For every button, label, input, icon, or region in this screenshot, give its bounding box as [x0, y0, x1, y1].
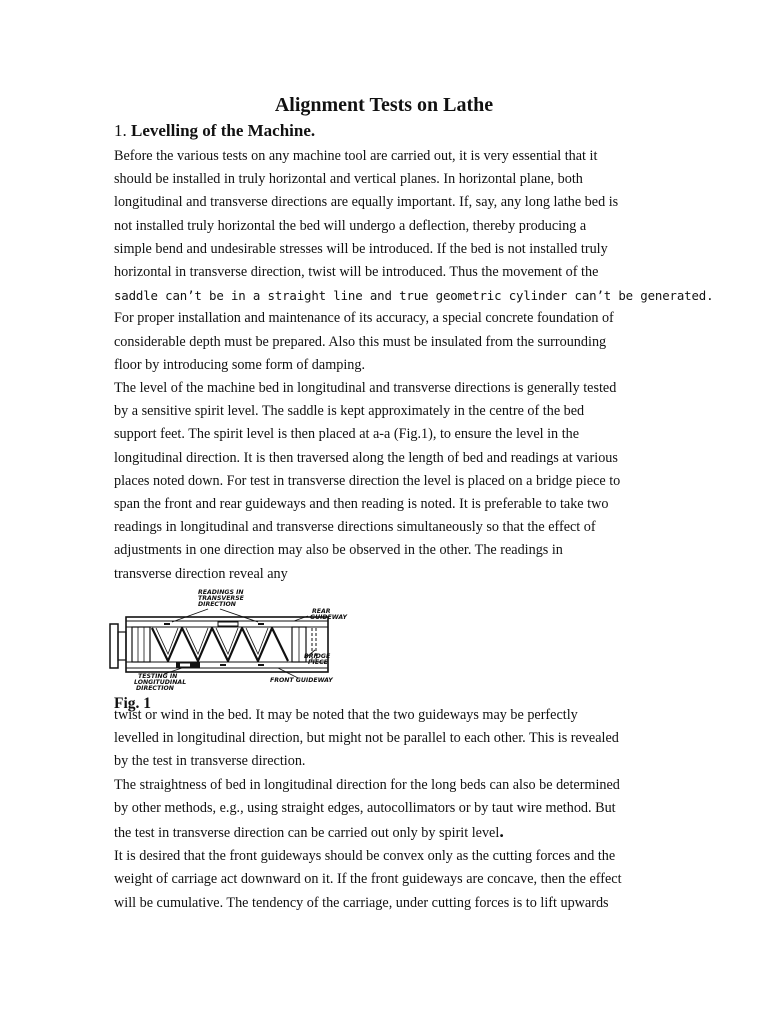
- text-line: the test in transverse direction can be carried out only by spirit level: [114, 825, 500, 842]
- text-line: span the front and rear guideways and then reading is noted. It is preferable to take two: [114, 496, 609, 513]
- bridge-piece-label-2: PIECE: [308, 659, 328, 666]
- text-line: not installed truly horizontal the bed will undergo a deflection, thereby producing a: [114, 217, 587, 234]
- section-title: Levelling of the Machine.: [131, 121, 316, 140]
- sentence-end-mark: .: [499, 821, 504, 842]
- text-line: transverse direction reveal any: [114, 565, 288, 582]
- readings-transverse-label-2: TRANSVERSE: [198, 595, 244, 602]
- body-text-top: [114, 145, 714, 586]
- text-line: will be cumulative. The tendency of the carriage, under cutting forces is to lift upwards: [114, 894, 609, 911]
- text-line: simple bend and undesirable stresses will be introduced. If the bed is not installed truly: [114, 240, 608, 257]
- lathe-bed-outline: [126, 617, 328, 672]
- text-line: saddle can’t be in a straight line and true geometric cylinder can’t be generated.: [114, 288, 714, 304]
- text-line: adjustments in one direction may also be observed in the other. The readings in: [114, 542, 563, 559]
- text-line: by a sensitive spirit level. The saddle is kept approximately in the centre of the bed: [114, 403, 585, 420]
- text-line: support feet. The spirit level is then placed at a-a (Fig.1), to ensure the level in the: [114, 426, 580, 443]
- headstock-end: [110, 624, 118, 668]
- bed-web-ribs: [152, 628, 288, 661]
- testing-longitudinal-label-1: TESTING IN: [138, 673, 178, 680]
- bridge-piece-label-1: BRIDGE: [304, 653, 331, 660]
- readings-transverse-label-1: READINGS IN: [198, 589, 244, 596]
- text-line: by other methods, e.g., using straight edges, autocollimators or by taut wire method. But: [114, 799, 616, 816]
- testing-longitudinal-label-3: DIRECTION: [136, 685, 174, 692]
- readings-transverse-label-3: DIRECTION: [198, 601, 236, 608]
- text-line: twist or wind in the bed. It may be noted that the two guideways may be perfectly: [114, 707, 578, 723]
- spirit-level-rear: [218, 622, 238, 626]
- text-line: longitudinal direction. It is then traversed along the length of bed and readings at various: [114, 449, 618, 466]
- text-line: floor by introducing some form of damping.: [114, 356, 365, 373]
- text-line: Before the various tests on any machine tool are carried out, it is very essential that it: [114, 148, 598, 164]
- text-line: For proper installation and maintenance of its accuracy, a special concrete foundation of: [114, 310, 614, 327]
- rear-guideway-label-2: GUIDEWAY: [310, 614, 347, 621]
- section-heading: [114, 120, 315, 142]
- rear-guideway-label-1: REAR: [312, 608, 331, 615]
- front-guideway-label: FRONT GUIDEWAY: [270, 677, 333, 684]
- text-line: levelled in longitudinal direction, but might not be parallel to each other. This is revealed: [114, 730, 619, 747]
- text-line: readings in longitudinal and transverse directions simultaneously so that the effect of: [114, 519, 596, 536]
- support-block-left: [132, 627, 150, 662]
- text-line: by the test in transverse direction.: [114, 753, 306, 770]
- text-line: weight of carriage act downward on it. If the front guideways are concave, then the effect: [114, 871, 622, 888]
- lathe-bed-diagram: [108, 588, 347, 692]
- section-number: 1.: [114, 121, 127, 140]
- text-line-with-mark: [114, 820, 654, 845]
- body-text-bottom: [114, 704, 654, 915]
- figure-caption: Fig. 1: [114, 695, 152, 712]
- text-line: The level of the machine bed in longitudinal and transverse directions is generally tested: [114, 380, 617, 397]
- text-line: considerable depth must be prepared. Also this must be insulated from the surrounding: [114, 333, 607, 350]
- text-line: horizontal in transverse direction, twist will be introduced. Thus the movement of the: [114, 264, 599, 281]
- text-line: The straightness of bed in longitudinal direction for the long beds can also be determined: [114, 776, 620, 793]
- testing-longitudinal-label-2: LONGITUDINAL: [134, 679, 187, 686]
- text-line: should be installed in truly horizontal and vertical planes. In horizontal plane, both: [114, 171, 583, 188]
- text-line: It is desired that the front guideways should be convex only as the cutting forces and the: [114, 848, 616, 865]
- lathe-bed-figure: [108, 588, 347, 692]
- headstock-collar: [118, 632, 126, 660]
- text-line: places noted down. For test in transverse direction the level is placed on a bridge piece to: [114, 472, 621, 489]
- document-title: Alignment Tests on Lathe: [274, 94, 494, 116]
- text-line: longitudinal and transverse directions are equally important. If, say, any long lathe bed is: [114, 194, 619, 211]
